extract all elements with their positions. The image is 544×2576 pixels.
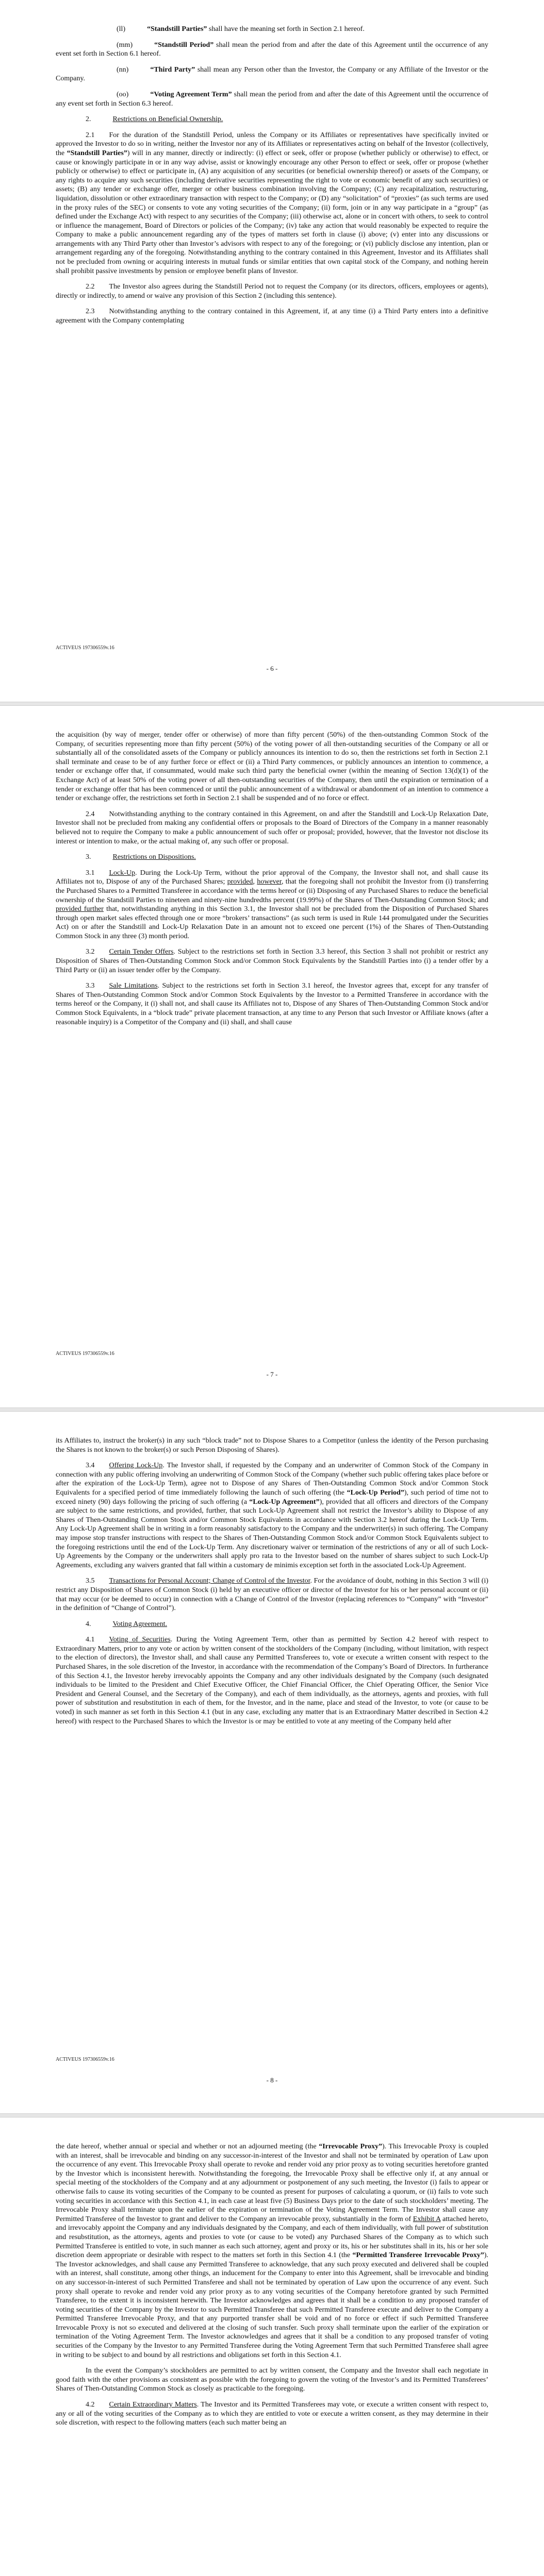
clause-title: Lock-Up (109, 869, 136, 877)
section-2-2 (56, 282, 488, 300)
continued-paragraph: the acquisition (by way of merger, tender offer or otherwise) of more than fifty percent (50%) of the then-outstanding Common Stock of the Company, of securities representing more than fifty percent (50%) of the voting power of all then-outstanding securities of the Company or all or substantially all of the consolidated assets of the Company or publicly announces its intention to do so, then the restrictions set forth in Section 2.1 shall terminate and cease to be of any further force or effect or (ii) a Third Party commences, or publicly announces an intention to commence, a tender or exchange offer that, if consummated, would make such third party the beneficial owner (within the meaning of Section 13(d)(1) of the Exchange Act) of at least 50% of the voting power of all then-outstanding securities of the Company, then until the expiration or termination of a tender or exchange offer that has been commenced or until the public announcement of a withdrawal or abandonment of an intention to commence a tender or exchange offer, the restrictions set forth in Section 2.1 shall be suspended and of no force or effect. (56, 731, 488, 803)
footer-id: ACTIVEUS 197306559v.16 (56, 1351, 114, 1357)
clause-text: . During the Lock-Up Term, without the prior approval of the Company, the Investor shall not, and shall cause its Affiliates not to, Dispose of any of the Purchased Shares; (56, 869, 488, 886)
page-divider (0, 1408, 544, 1412)
footer-id: ACTIVEUS 197306559v.16 (56, 2057, 114, 2062)
definition-text: shall mean the period from and after the date of this Agreement until the occurrence of any event set forth in Section 6.1 hereof. (56, 41, 488, 58)
clause-number: 2.1 (86, 131, 95, 139)
page-divider (0, 2113, 544, 2117)
continued-paragraph (56, 2142, 488, 2360)
definition-text: shall have the meaning set forth in Section 2.1 hereof. (207, 25, 365, 33)
exhibit-reference: Exhibit A (413, 2215, 441, 2223)
section-4-2 (56, 2400, 488, 2428)
section-2-4 (56, 810, 488, 846)
clause-number: 2.2 (86, 283, 95, 291)
clause-text: . For the avoidance of doubt, nothing in this Section 3 will (i) restrict any Disposition of Shares of Common Stock (i) held by an executive officer or director of the Investor for his or her personal account or (ii) that may occur (or be deemed to occur) in connection with a Change of Control of the Investor (replacing references to “Company” with “Investor” in the definition of “Change of Control”). (56, 1577, 488, 1613)
section-3-heading (56, 853, 488, 862)
page-6 (0, 0, 544, 703)
defined-term: “Irrevocable Proxy” (319, 2143, 383, 2150)
proviso: provided (227, 878, 253, 886)
clause-text: . The Investor and its Permitted Transferees may vote, or execute a written consent with respect to, any or all of the voting securities of the Company as to which they are entitled to vote or execute a written consent, as they may determine in their sole discretion, with respect to the following matters (each such matter being an (56, 2401, 489, 2427)
clause-number: 2.3 (86, 308, 95, 316)
paragraph-written-consent: In the event the Company’s stockholders are permitted to act by written consent, the Company and the Investor shall each negotiate in good faith with the other provisions as consistent as possible with the foregoing to govern the voting of the Investor’s and its Permitted Transferees’ Shares of Then-Outstanding Common Stock as closely as practicable to the foregoing. (56, 2367, 488, 2393)
clause-text: ). The Investor acknowledges, and shall cause any Permitted Transferee to acknowledge, that any such proxy executed and delivered shall be coupled with an interest, shall constitute, among other things, an inducement for the Company to enter into this Agreement, shall be irrevocable and binding on any successor-in-interest of such Permitted Transferee and shall not be terminated by operation of Law upon the occurrence of any event. Such proxy shall operate to revoke and render void any prior proxy as to any voting securities of the Company heretofore granted by such Permitted Transferee, to the extent it is inconsistent herewith. The Investor acknowledges and agrees that it shall be a condition to any proposed transfer of voting securities of the Company by the Investor to such Permitted Transferee that such Permitted Transferee execute and deliver to the Company a Permitted Transferee Irrevocable Proxy, and that any purported transfer shall be void and of no force or effect if such Permitted Transferee Irrevocable Proxy is not so executed and delivered at the closing of such transfer. Such proxy shall terminate upon the earlier of the expiration or termination of the Voting Agreement Term. The Investor acknowledges and agrees that it shall be a condition to any proposed transfer of voting securities of the Company by the Investor to any Permitted Transferee during the Voting Agreement Term that such Permitted Transferee shall agree in writing to be subject to and bound by all restrictions and obligations set forth in this Section 4.1. (56, 2251, 488, 2359)
clause-text: ), provided that all officers and directors of the Company are subject to the same restrictions, and provided, further, that such Lock-Up Agreement shall not restrict the Investor’s ability to Dispose of any Shares of Then-Outstanding Common Stock and/or Common Stock Equivalents in accordance with Section 3.2 hereof during the Lock-Up Term. Any Lock-Up Agreement shall be in writing in a form reasonably satisfactory to the Company and the underwriter(s) in such offering. The Company may impose stop transfer instructions with respect to the Shares of Then-Outstanding Common Stock and/or Common Stock Equivalents subject to the foregoing restrictions until the end of the Lock-Up Term. Any discretionary waiver or termination of the restrictions of any or all of such Lock-Up Agreements by the Company or the underwriters shall apply pro rata to the Investor based on the number of shares subject to such Lock-Up Agreements, excluding any waivers granted that fall within a customary de minimis exception set forth in the associated Lock-Up Agreement. (56, 1498, 488, 1569)
page-6-content (56, 25, 488, 332)
section-3-4 (56, 1461, 488, 1570)
definition-mm (56, 41, 488, 59)
section-4-heading (56, 1620, 488, 1629)
clause-number: 3.3 (86, 982, 95, 990)
clause-title: Voting of Securities (109, 1636, 171, 1644)
clause-text: , that the foregoing shall not prohibit the Investor from (i) transferring the Purchased Shares to a Permitted Transferee in accordance with the terms hereof or (ii) Disposing of any Purchased Shares to reduce the beneficial ownership of the Standstill Parties to nineteen and ninety-nine hundredths percent (19.99%) of the Shares of Then-Outstanding Common Stock; and (56, 878, 489, 904)
defined-term: “Third Party” (150, 65, 195, 74)
clause-text: For the duration of the Standstill Period, unless the Company or its Affiliates or representatives have specifically invited or approved the Investor to do so in writing, neither the Investor nor any of its Affiliates or representatives acting on behalf of the Investor (collectively, the (56, 131, 488, 157)
clause-number: 3.1 (86, 869, 95, 877)
definition-text: shall mean any Person other than the Investor, the Company or any Affiliate of the Investor or the Company. (56, 65, 488, 83)
clause-number: 4.2 (86, 2401, 95, 2409)
defined-term: “Standstill Parties” (67, 149, 127, 157)
section-3-3 (56, 981, 488, 1027)
clause-title: Sale Limitations (109, 982, 158, 990)
page-number: - 6 - (266, 665, 278, 672)
definition-number: (mm) (117, 41, 133, 49)
clause-title: Certain Extraordinary Matters (109, 2401, 197, 2409)
definition-number: (oo) (117, 90, 129, 98)
page-8 (0, 1412, 544, 2115)
defined-term: “Permitted Transferee Irrevocable Proxy” (352, 2251, 484, 2260)
page-number: - 7 - (266, 1370, 278, 1378)
definition-oo (56, 90, 488, 108)
clause-number: 3.5 (86, 1577, 95, 1585)
clause-number: 3.4 (86, 1462, 95, 1470)
proviso: provided further (56, 905, 104, 913)
clause-text: , (253, 878, 257, 886)
clause-text: . Subject to the restrictions set forth in Section 3.3 hereof, this Section 3 shall not prohibit or restrict any Disposition of Shares of Then-Outstanding Common Stock and/or Common Stock Equivalents by the Standstill Parties into (i) a tender offer by a Third Party or (ii) an issuer tender offer by the Company. (56, 948, 488, 974)
clause-text: the date hereof, whether annual or special and whether or not an adjourned meeting (the (56, 2143, 319, 2150)
clause-text: ). This Irrevocable Proxy is coupled with an interest, shall be irrevocable and binding on any successor-in-interest of the Investor and shall not be terminated by operation of Law upon the occurrence of any event. This Irrevocable Proxy shall operate to revoke and render void any prior proxy as to voting securities heretofore granted by the Investor which is inconsistent herewith. Notwithstanding the foregoing, the Irrevocable Proxy shall be effective only if, at any annual or special meeting of the stockholders of the Company and at any adjournment or postponement of any such meeting, the Investor (i) fails to appear or otherwise fails to cause its voting securities of the Company to be counted as present for purposes of calculating a quorum, or (ii) fails to vote such voting securities in accordance with this Section 4.1, in each case at least five (5) Business Days prior to the date of such stockholders’ meeting. The Irrevocable Proxy shall terminate upon the earlier of the expiration or termination of the Voting Agreement Term. The Investor shall cause any Permitted Transferee of the Investor to grant and deliver to the Company an irrevocable proxy, substantially in the form of (56, 2143, 489, 2223)
clause-title: Certain Tender Offers (109, 948, 174, 956)
clause-text: that, notwithstanding anything in this Section 3.1, the Investor shall not be precluded from the Disposition of Purchased Shares through open market sales effected through one or more “brokers’ transactions” (as such term is used in Rule 144 promulgated under the Securities Act) on or after the Standstill and Lock-Up Relaxation Date in an amount not to exceed one percent (1%) of the Shares of Then-Outstanding Common Stock in any three (3) month period. (56, 905, 488, 940)
defined-term: “Standstill Period” (154, 41, 214, 49)
section-number: 2. (86, 115, 91, 124)
definition-number: (nn) (117, 65, 129, 74)
clause-text: ), such period of time not to exceed ninety (90) days following the pricing of such offering (a (56, 1488, 488, 1506)
clause-text: . Subject to the restrictions set forth in Section 3.1 hereof, the Investor agrees that, except for any transfer of Shares of Then-Outstanding Common Stock and/or Common Stock Equivalents by the Investor to a Permitted Transferee in accordance with the terms hereof or the Company, it (i) shall not, and shall cause its Affiliates not to, Dispose of any Shares of Then-Outstanding Common Stock and/or Common Stock Equivalents, in a “block trade” private placement transaction, at any time to any Person that such Investor or Affiliate knows (after a reasonable inquiry) is a Competitor of the Company and (ii) shall, and shall cause (56, 982, 488, 1026)
page-8-content (56, 1436, 488, 1733)
defined-term: “Voting Agreement Term” (150, 90, 232, 98)
clause-title: Offering Lock-Up (109, 1462, 163, 1470)
section-2-3 (56, 307, 488, 325)
defined-term: “Lock-Up Period” (347, 1488, 404, 1497)
section-title: Restrictions on Beneficial Ownership. (112, 115, 223, 124)
section-title: Voting Agreement. (112, 1620, 168, 1628)
clause-text: attached hereto, and irrevocably appoint the Company and any individuals designated by the Company, and each of them individually, with full power of substitution and resubstitution, as the attorneys, agents and proxies to vote (or cause to be voted) any Purchased Shares of the Company as to which such Permitted Transferee is entitled to vote, in such manner as each such attorney, agent and proxy or its, his or her substitutes shall in its, his or her sole discretion deem appropriate or desirable with respect to the matters set forth in this Section 4.1 (the (56, 2215, 488, 2260)
definition-text: shall mean the period from and after the date of this Agreement until the occurrence of any event set forth in Section 6.3 hereof. (56, 90, 488, 108)
proviso: however (257, 878, 282, 886)
section-4-1 (56, 1635, 488, 1726)
page-7 (0, 706, 544, 1409)
section-number: 3. (86, 853, 91, 861)
definition-ll (56, 25, 488, 34)
clause-number: 2.4 (86, 810, 95, 818)
section-3-5 (56, 1577, 488, 1613)
clause-text: Notwithstanding anything to the contrary contained in this Agreement, if, at any time (i) a Third Party enters into a definitive agreement with the Company contemplating (56, 308, 488, 325)
defined-term: “Lock-Up Agreement” (249, 1498, 320, 1506)
section-3-2 (56, 947, 488, 975)
page-9-content (56, 2142, 488, 2434)
clause-number: 4.1 (86, 1636, 95, 1644)
section-2-heading (56, 115, 488, 124)
clause-number: 3.2 (86, 948, 95, 956)
clause-text: Notwithstanding anything to the contrary contained in this Agreement, on and after the Standstill and Lock-Up Relaxation Date, Investor shall not be precluded from making any confidential offers or proposals to the Board of Directors of the Company in a manner reasonably believed not to require the Company to make a public announcement of such offer or proposal; provided, however, that the Investor not disclose its interest or intention to make, or the actual making of, any such offer or proposal. (56, 810, 488, 845)
section-2-1 (56, 131, 488, 276)
section-3-1 (56, 869, 488, 941)
page-7-content (56, 731, 488, 1033)
definition-nn (56, 65, 488, 83)
page-9 (0, 2117, 544, 2576)
continued-paragraph: its Affiliates to, instruct the broker(s) in any such “block trade” not to Dispose Shares to a Competitor (unless the identity of the Person purchasing the Shares is not known to the broker(s) or such Person Disposing of Shares). (56, 1437, 488, 1454)
footer-id: ACTIVEUS 197306559v.16 (56, 645, 114, 651)
clause-title: Transactions for Personal Account; Change of Control of the Investor (109, 1577, 310, 1585)
section-title: Restrictions on Dispositions. (112, 853, 196, 861)
page-number: - 8 - (266, 2076, 278, 2084)
section-number: 4. (86, 1620, 91, 1628)
defined-term: “Standstill Parties” (147, 25, 207, 33)
clause-text: ) will in any manner, directly or indirectly: (i) effect or seek, offer or propose (whether publicly or otherwise) to effect, or cause or knowingly participate in or in any way advise, assist or knowingly encourage any other Person to effect or seek, offer or propose (whether publicly or otherwise) to effect or participate in, (A) any acquisition of any securities (or beneficial ownership thereof) or assets of the Company, or any rights to acquire any such securities (including derivative securities representing the right to vote or economic benefit of any such securities) or assets; (B) any tender or exchange offer, merger or other business combination involving the Company; (C) any recapitalization, restructuring, liquidation, dissolution or other extraordinary transaction with respect to the Company; or (D) any “solicitation” of “proxies” (as such terms are used in the proxy rules of the SEC) or consents to vote any voting securities of the Company; (ii) form, join or in any way participate in a “group” (as defined under the Exchange Act) with respect to any securities of the Company; (iii) otherwise act, alone or in concert with others, to seek to control or influence the management, Board of Directors or policies of the Company; (iv) take any action that would reasonably be expected to require the Company to make a public announcement regarding any of the types of matters set forth in clause (i) above; (v) enter into any discussions or arrangements with any Third Party other than Investor’s advisors with respect to any of the foregoing; or (vi) publicly disclose any intention, plan or arrangement regarding any of the foregoing. Notwithstanding anything to the contrary contained in this Agreement, Investor and its Affiliates shall not be precluded from owning or acquiring interests in mutual funds or similar entities that own capital stock of the Company, and nothing herein shall prohibit passive investments by pension or employee benefit plans of Investor. (56, 149, 488, 275)
definition-number: (ll) (117, 25, 126, 33)
clause-text: . During the Voting Agreement Term, other than as permitted by Section 4.2 hereof with respect to Extraordinary Matters, prior to any vote or action by written consent of the stockholders of the Company (including, without limitation, with respect to the election of directors), the Investor shall, and shall cause any Permitted Transferees to, vote or execute a written consent with respect to the Purchased Shares, in the sole discretion of the Investor, in accordance with the recommendation of the Company’s Board of Directors. In furtherance of this Section 4.1, the Investor hereby irrevocably appoints the Company and any other individuals designated by the Company (such designated individuals to be limited to the President and Chief Executive Officer, the Chief Financial Officer, the Chief Operating Officer, the Senior Vice President and General Counsel, and the Secretary of the Company), and each of them individually, as the attorneys, agents and proxies, with full power of substitution and resubstitution in each of them, for the Investor, and in the name, place and stead of the Investor, to vote (or cause to be voted) in such manner as set forth in this Section 4.1 (but in any case, excluding any matter that is an Extraordinary Matter described in Section 4.2 hereof) with respect to the Purchased Shares to which the Investor is or may be entitled to vote at any meeting of the Company held after (56, 1636, 488, 1725)
clause-text: . The Investor shall, if requested by the Company and an underwriter of Common Stock of the Company in connection with any public offering involving an underwriting of Common Stock of the Company (whether such public offering takes place before or after the expiration of the Lock-Up Term), agree not to Dispose of any Shares of Then-Outstanding Common Stock and/or Common Stock Equivalents for a specified period of time immediately following the launch of such offering (the (56, 1462, 488, 1497)
clause-text: The Investor also agrees during the Standstill Period not to request the Company (or its directors, officers, employees or agents), directly or indirectly, to amend or waive any provision of this Section 2 (including this sentence). (56, 283, 488, 300)
page-divider (0, 702, 544, 706)
